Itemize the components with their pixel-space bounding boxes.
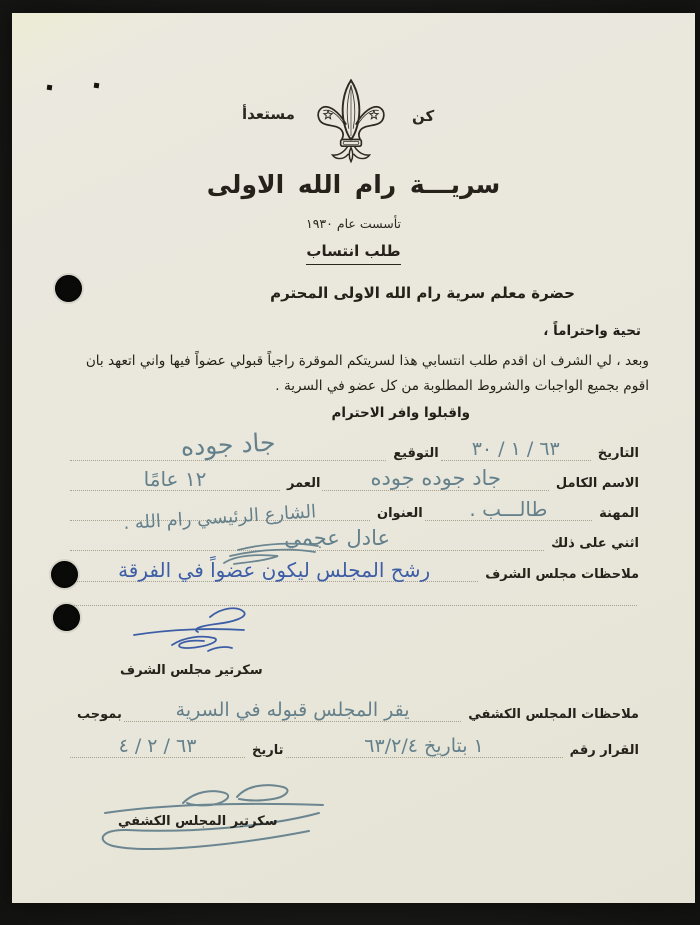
closing-line: واقبلوا وافر الاحترام xyxy=(331,405,470,421)
scout-council-notes-dotted-line xyxy=(124,697,461,722)
troop-title: سريـــة رام الله الاولى xyxy=(206,170,501,199)
address-label: العنوان xyxy=(377,506,423,521)
motto-word-right: كن xyxy=(412,107,435,125)
decision-number-label: القرار رقم xyxy=(569,743,639,758)
date-dotted-line xyxy=(441,436,591,461)
form-title: طلب انتساب xyxy=(306,242,400,265)
field-row-date-signature xyxy=(70,427,641,462)
punch-hole xyxy=(51,561,78,588)
scout-council-notes-label: ملاحظات المجلس الكشفي xyxy=(468,707,639,722)
field-row-profession-address xyxy=(70,491,641,535)
body-line-1: وبعد ، لي الشرف ان اقدم طلب انتسابي هذا لسريتكم الموقرة راجياً قبولي عضواً فيها واني اتعهد بان xyxy=(85,353,649,369)
motto-word-left: مستعدأ xyxy=(242,105,295,123)
punch-hole xyxy=(55,275,82,302)
honor-council-notes-dotted-line xyxy=(70,557,478,582)
scout-council-notes-handwritten: يقر المجلس قبوله في السرية xyxy=(175,699,410,721)
decision-number-handwritten: ١ بتاريخ ٦٣/٢/٤ xyxy=(364,735,484,757)
field-row-endorsement xyxy=(70,521,641,551)
full-name-dotted-line xyxy=(322,466,548,491)
founded-line: تأسست عام ١٩٣٠ xyxy=(306,216,401,231)
date-label: التاريخ xyxy=(597,446,639,461)
decision-date-label: تاريخ xyxy=(252,743,284,758)
pursuant-label: بموجب xyxy=(77,707,122,722)
endorsement-dotted-line xyxy=(70,526,544,551)
honor-council-notes-handwritten: رشح المجلس ليكون عضواً في الفرقة xyxy=(118,558,431,582)
age-dotted-line xyxy=(70,466,280,491)
addressee-line: حضرة معلم سرية رام الله الاولى المحترم xyxy=(270,284,575,302)
scout-fleur-de-lis-emblem-icon xyxy=(314,71,388,171)
greeting-line: تحية واحتراماً ، xyxy=(543,323,641,339)
honor-secretary-label: سكرتير مجلس الشرف xyxy=(120,663,263,678)
decision-number-dotted-line xyxy=(286,733,563,758)
decision-date-dotted-line xyxy=(70,733,245,758)
body-line-2: اقوم بجميع الواجبات والشروط المطلوبة من كل عضو في السرية . xyxy=(275,378,649,394)
profession-label: المهنة xyxy=(599,506,639,521)
date-handwritten-value: ٦٣ / ١ / ٣٠ xyxy=(471,438,560,460)
address-handwritten-value: الشارع الرئيسي رام الله . xyxy=(122,501,317,535)
profession-dotted-line xyxy=(425,496,592,521)
age-handwritten-value: ١٢ عامًا xyxy=(143,467,207,491)
profession-handwritten-value: طالـــب . xyxy=(469,497,548,521)
address-dotted-line xyxy=(70,496,370,535)
body-paragraph xyxy=(64,349,649,399)
full-name-handwritten-value: جاد جوده جوده xyxy=(370,466,501,490)
age-label: العمر xyxy=(287,476,321,491)
document-page xyxy=(12,13,695,903)
field-row-decision xyxy=(70,728,641,758)
field-row-honor-council-notes xyxy=(70,552,641,582)
staple-hole-dot xyxy=(94,83,100,89)
punch-hole xyxy=(53,604,80,631)
signature-dotted-line xyxy=(70,427,386,462)
scout-secretary-label: سكرتير المجلس الكشفي xyxy=(118,814,278,829)
applicant-signature-handwritten: جاد جوده xyxy=(180,427,277,462)
endorser-name-handwritten: عادل عجمي xyxy=(284,526,391,550)
field-row-name-age xyxy=(70,461,641,491)
honor-secretary-signature xyxy=(112,603,262,661)
full-name-label: الاسم الكامل xyxy=(555,476,639,491)
staple-hole-dot xyxy=(47,85,53,91)
endorsement-label: اثني على ذلك xyxy=(551,536,639,551)
decision-date-handwritten: ٦٣ / ٢ / ٤ xyxy=(118,735,197,757)
field-row-scout-council-notes xyxy=(70,692,641,722)
honor-council-notes-label: ملاحظات مجلس الشرف xyxy=(485,567,639,582)
form-title-wrap xyxy=(12,241,695,265)
signature-label: التوقيع xyxy=(393,446,439,461)
